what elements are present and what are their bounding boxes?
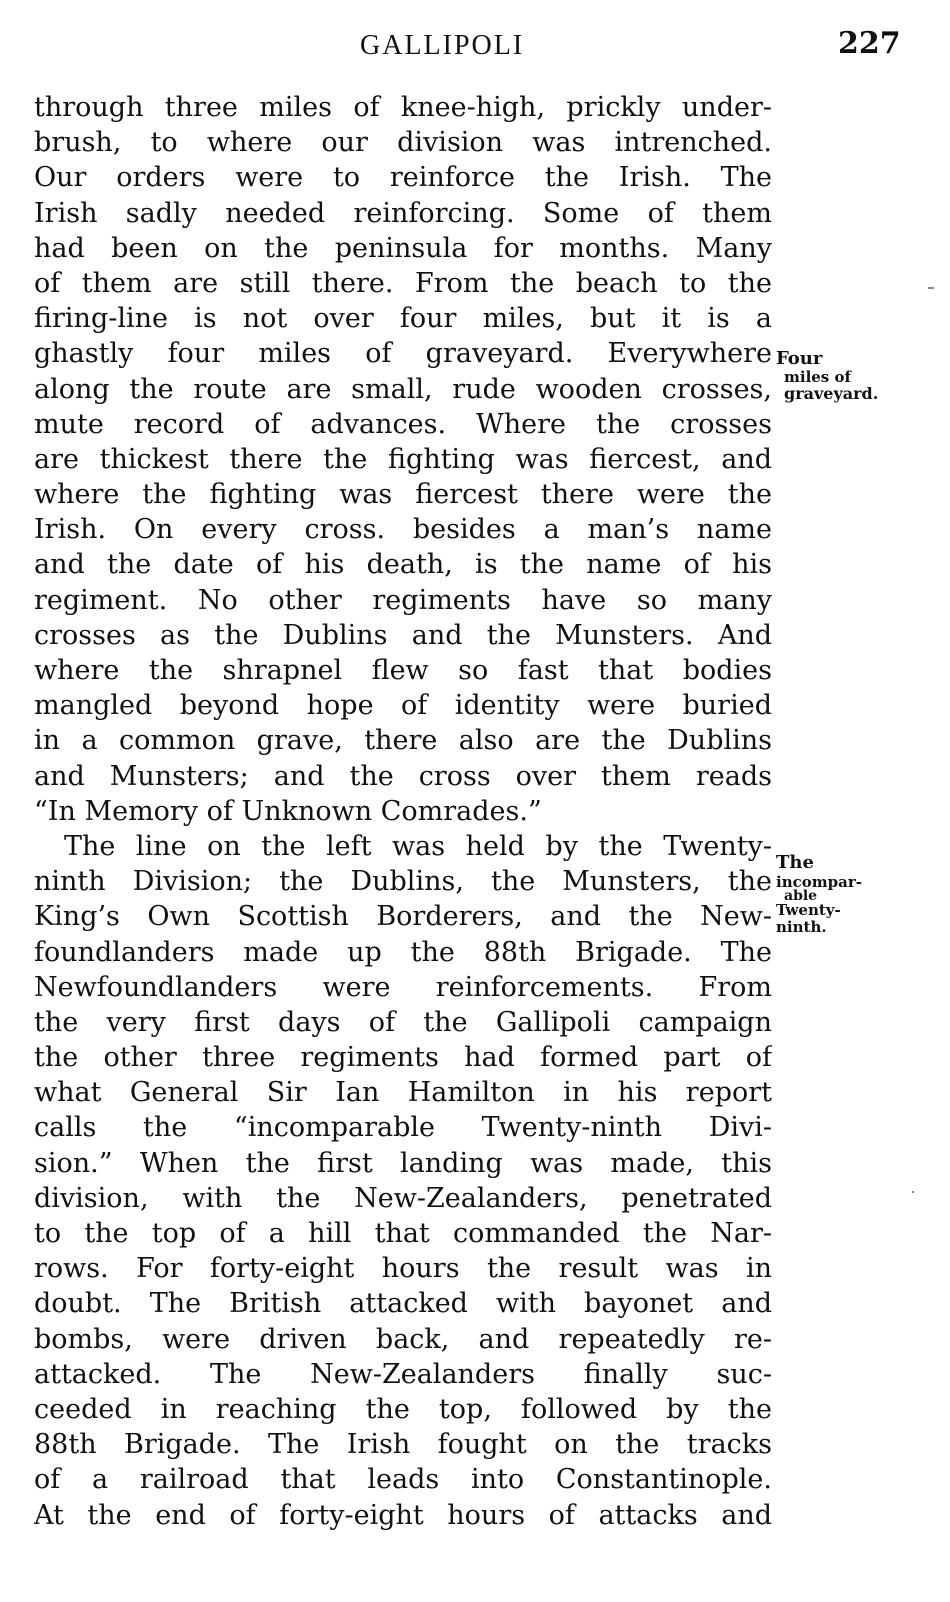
- text-line: mangled beyond hope of identity were buried: [34, 690, 772, 722]
- text-line: calls the “incomparable Twenty-ninth Divi-: [34, 1112, 772, 1144]
- sidenote-line: graveyard.: [784, 384, 879, 403]
- page-header: [0, 26, 950, 70]
- text-line: Our orders were to reinforce the Irish. The: [34, 162, 772, 194]
- text-line: are thickest there the fighting was fiercest, and: [34, 443, 772, 475]
- text-line: to the top of a hill that commanded the Nar-: [34, 1218, 772, 1249]
- text-line: Irish. On every cross. besides a man’s name: [34, 514, 772, 546]
- text-line: ghastly four miles of graveyard. Everywhere: [34, 338, 772, 370]
- running-head: GALLIPOLI: [360, 30, 525, 61]
- text-line: regiment. No other regiments have so many: [34, 584, 772, 616]
- text-line: rows. For forty-eight hours the result was in: [34, 1253, 772, 1285]
- text-line: along the route are small, rude wooden crosses,: [34, 373, 772, 405]
- text-line: firing-line is not over four miles, but it is a: [34, 303, 772, 335]
- sidenote-line: Twenty-: [776, 901, 841, 919]
- sidenote-line: The: [776, 852, 814, 873]
- text-line: King’s Own Scottish Borderers, and the New-: [34, 901, 772, 933]
- text-line: division, with the New-Zealanders, penetrated: [34, 1182, 772, 1214]
- sidenote-graveyard: [776, 348, 878, 403]
- text-line: attacked. The New-Zealanders finally suc-: [34, 1358, 772, 1390]
- text-line: At the end of forty-eight hours of attacks and: [34, 1499, 772, 1531]
- text-line: 88th Brigade. The Irish fought on the tracks: [34, 1429, 772, 1461]
- text-line: ceeded in reaching the top, followed by the: [34, 1393, 772, 1425]
- margin-mark: [928, 287, 934, 289]
- text-line: the very first days of the Gallipoli campaign: [34, 1006, 772, 1038]
- text-line: Newfoundlanders were reinforcements. From: [34, 971, 772, 1003]
- text-line: the other three regiments had formed part of: [34, 1042, 772, 1074]
- text-line: bombs, were driven back, and repeatedly re-: [34, 1323, 772, 1355]
- text-line: and Munsters; and the cross over them reads: [34, 760, 772, 792]
- margin-mark: [912, 1191, 914, 1193]
- text-line: Irish sadly needed reinforcing. Some of them: [34, 197, 772, 229]
- text-line: The line on the left was held by the Twenty-: [64, 830, 772, 862]
- body-text: [34, 90, 772, 1533]
- text-line: and the date of his death, is the name of his: [34, 549, 772, 581]
- text-line: ninth Division; the Dublins, the Munsters, the: [34, 866, 772, 898]
- text-line: doubt. The British attacked with bayonet and: [34, 1288, 772, 1320]
- sidenote-line: able: [784, 888, 818, 904]
- text-line: of them are still there. From the beach to the: [34, 267, 772, 299]
- page-number: 227: [838, 26, 901, 61]
- sidenote-line: miles of: [784, 368, 851, 386]
- text-line: crosses as the Dublins and the Munsters. And: [34, 619, 772, 651]
- text-line: what General Sir Ian Hamilton in his report: [34, 1077, 772, 1109]
- text-line: brush, to where our division was intrenched.: [34, 127, 772, 159]
- text-line: foundlanders made up the 88th Brigade. The: [34, 936, 772, 968]
- text-line: sion.” When the first landing was made, this: [34, 1147, 772, 1179]
- text-line: of a railroad that leads into Constantinople.: [34, 1464, 772, 1496]
- text-line: “In Memory of Unknown Comrades.”: [34, 795, 542, 827]
- text-line: had been on the peninsula for months. Many: [34, 232, 772, 264]
- text-line: where the shrapnel flew so fast that bodies: [34, 655, 772, 686]
- sidenote-line: ninth.: [776, 918, 827, 936]
- text-line: mute record of advances. Where the crosses: [34, 408, 772, 440]
- sidenote-twenty-ninth: [776, 852, 862, 936]
- sidenote-line: incompar-: [776, 873, 862, 891]
- text-line: in a common grave, there also are the Dublins: [34, 725, 772, 757]
- text-line: where the fighting was fiercest there were the: [34, 479, 772, 511]
- sidenote-line: Four: [776, 348, 823, 369]
- text-line: through three miles of knee-high, prickly under-: [34, 92, 772, 123]
